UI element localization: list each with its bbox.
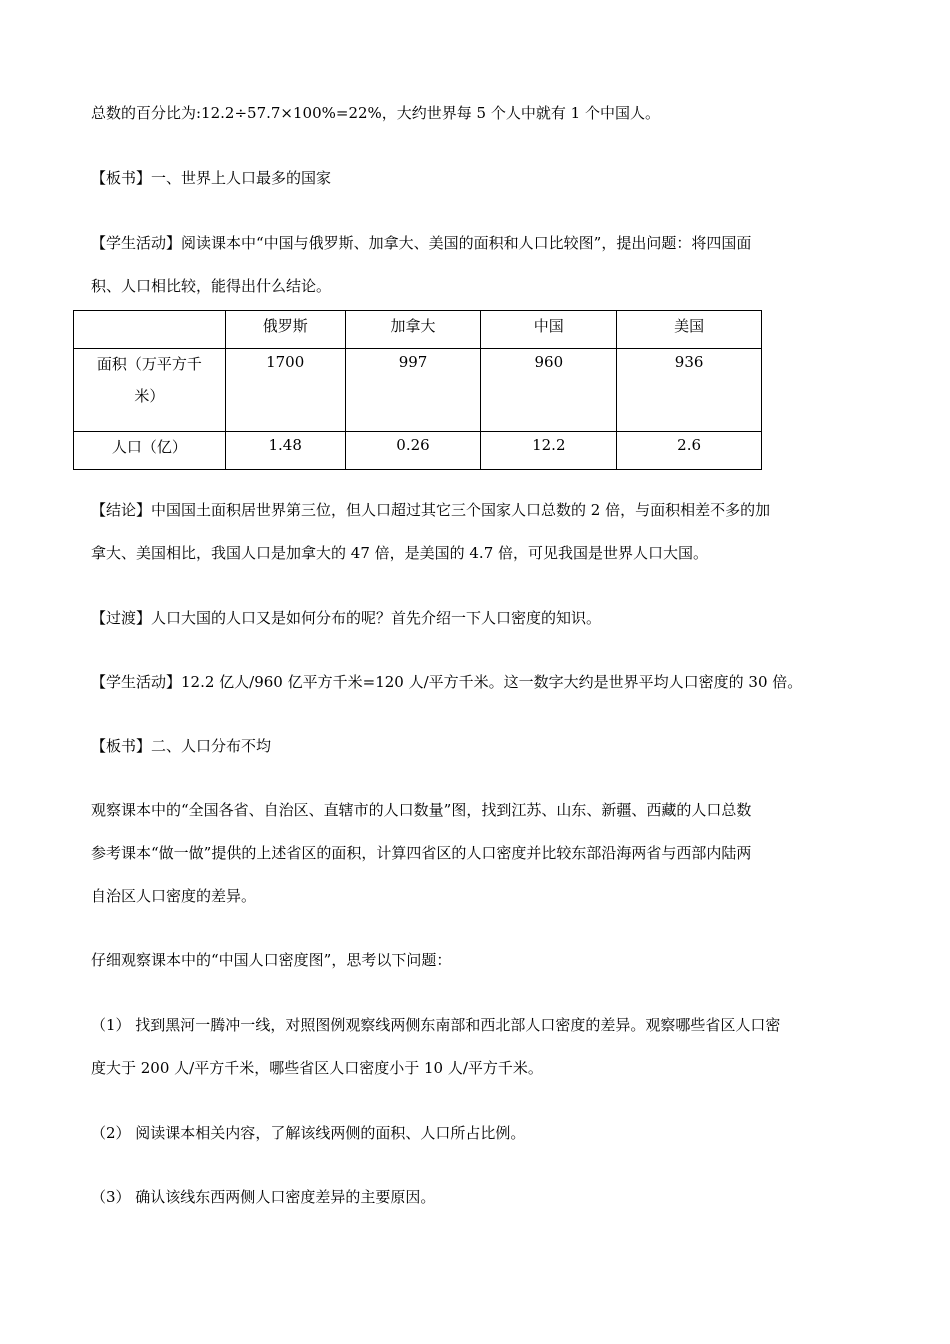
conclusion-line2: 拿大、美国相比，我国人口是加拿大的 47 倍，是美国的 4.7 倍，可见我国是世界人口大国。 <box>91 544 709 562</box>
question-2: （2） 阅读课本相关内容，了解该线两侧的面积、人口所占比例。 <box>91 1124 526 1142</box>
table-header-cell: 美国 <box>617 311 762 349</box>
table-header-cell: 加拿大 <box>345 311 481 349</box>
table-row <box>74 432 762 470</box>
table-row-label <box>74 349 226 432</box>
table-row-label: 人口（亿） <box>74 432 226 470</box>
table-cell: 1700 <box>225 349 345 432</box>
density-map-intro: 仔细观察课本中的“中国人口密度图”，思考以下问题： <box>91 951 452 969</box>
board-note-1: 【板书】一、世界上人口最多的国家 <box>91 169 332 187</box>
transition-paragraph: 【过渡】人口大国的人口又是如何分布的呢？首先介绍一下人口密度的知识。 <box>91 609 602 627</box>
table-cell: 0.26 <box>345 432 481 470</box>
table-header-cell: 俄罗斯 <box>225 311 345 349</box>
area-label-line1: 面积（万平方千 <box>96 355 202 373</box>
area-label-line2: 米） <box>134 387 165 405</box>
question-3: （3） 确认该线东西两侧人口密度差异的主要原因。 <box>91 1188 436 1206</box>
comparison-table <box>73 310 762 470</box>
student-activity-2: 【学生活动】12.2 亿人/960 亿平方千米=120 人/平方千米。这一数字大约是世界平均人口密度的 30 倍。 <box>91 673 803 691</box>
paragraph-percentage: 总数的百分比为:12.2÷57.7×100%=22%，大约世界每 5 个人中就有 1 个中国人。 <box>91 104 660 122</box>
table-cell: 936 <box>617 349 762 432</box>
table-cell: 1.48 <box>225 432 345 470</box>
table-row <box>74 349 762 432</box>
conclusion-line1: 【结论】中国国土面积居世界第三位，但人口超过其它三个国家人口总数的 2 倍，与面积相差不多的加 <box>91 501 771 519</box>
question-1-line2: 度大于 200 人/平方千米，哪些省区人口密度小于 10 人/平方千米。 <box>91 1059 543 1077</box>
table-cell: 997 <box>345 349 481 432</box>
observation-line2: 参考课本“做一做”提供的上述省区的面积，计算四省区的人口密度并比较东部沿海两省与西部内陆两 <box>91 844 752 862</box>
table-header-cell: 中国 <box>481 311 617 349</box>
observation-line3: 自治区人口密度的差异。 <box>91 887 257 905</box>
table-cell: 960 <box>481 349 617 432</box>
student-activity-1-line1: 【学生活动】阅读课本中“中国与俄罗斯、加拿大、美国的面积和人口比较图”，提出问题：将四国面 <box>91 234 752 252</box>
student-activity-1-line2: 积、人口相比较，能得出什么结论。 <box>91 277 332 295</box>
board-note-2: 【板书】二、人口分布不均 <box>91 737 272 755</box>
observation-line1: 观察课本中的“全国各省、自治区、直辖市的人口数量”图，找到江苏、山东、新疆、西藏的人口总数 <box>91 801 752 819</box>
table-cell: 12.2 <box>481 432 617 470</box>
question-1-line1: （1） 找到黑河一腾冲一线，对照图例观察线两侧东南部和西北部人口密度的差异。观察哪些省区人口密 <box>91 1016 781 1034</box>
table-cell: 2.6 <box>617 432 762 470</box>
